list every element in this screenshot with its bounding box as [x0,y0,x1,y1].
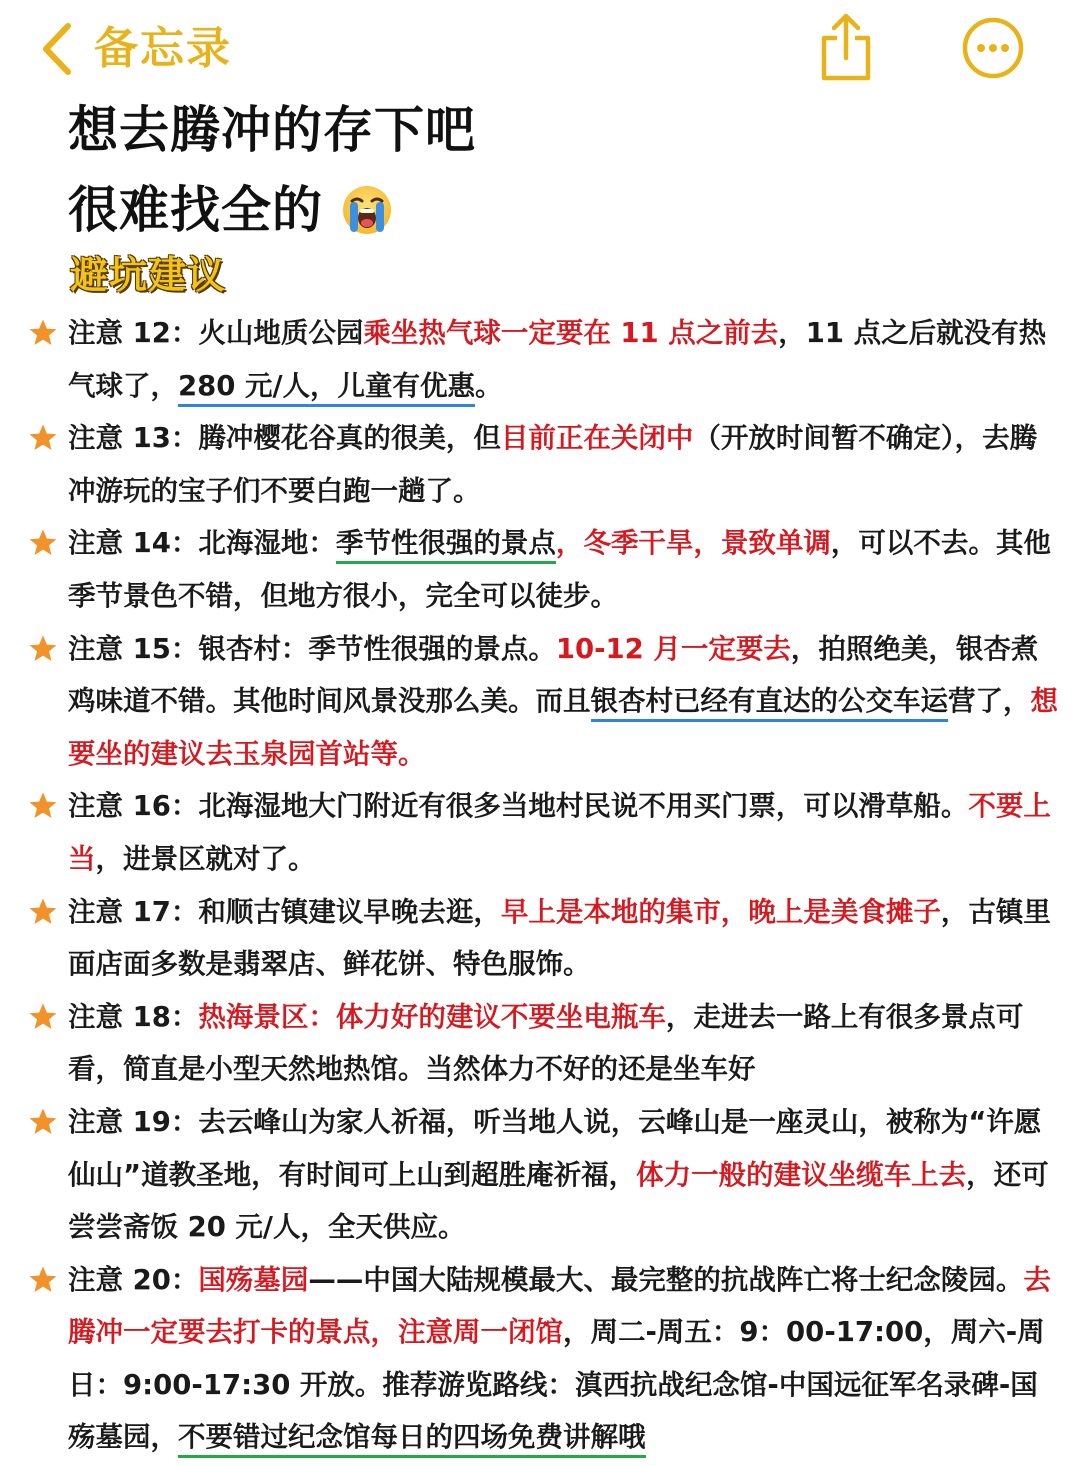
tip-text-part: ——中国大陆规模最大、最完整的抗战阵亡将士纪念陵园。 [308,1263,1024,1296]
star-icon [28,791,58,821]
note-title-line-2 [68,180,393,240]
tip-highlight: 去腾冲一定要去打卡的景点，注意周一闭馆 [68,1263,1051,1349]
tip-highlight: 目前正在关闭中 [500,422,694,455]
tip-text-part: 注意 14：北海湿地： [68,527,336,560]
list-item [28,886,1058,991]
tips-list [28,307,1058,1464]
list-item [28,780,1058,885]
tip-text-part: （开放时间暂不确定），去腾冲游玩的宝子们不要白跑一趟了。 [68,422,1038,507]
note-title-line-1: 想去腾冲的存下吧 [68,101,476,159]
list-item [28,1254,1058,1464]
tip-highlight: 热海景区：体力好的建议不要坐电瓶车 [198,1000,666,1033]
tip-underline: 280 元/人，儿童有优惠 [178,370,475,407]
tip-text-part: 注意 13：腾冲樱花谷真的很美，但 [68,422,501,455]
tip-text-part: 营了， [948,685,1031,718]
chevron-left-icon [38,22,74,76]
tip-text [68,1254,1058,1464]
tip-text [68,1096,1058,1254]
tip-text-part: 注意 18： [68,1000,199,1033]
star-icon [28,528,58,558]
tip-text-part: ，拍照绝美，银杏煮鸡味道不错。其他时间风景没那么美。而且 [68,632,1039,718]
star-icon [28,318,58,348]
tip-highlight: 国殇墓园 [198,1263,309,1296]
tip-text-part: ，可以不去。其他季节景色不错，但地方很小，完全可以徒步。 [68,527,1051,612]
tip-underline: 银杏村已经有直达的公交车运 [591,685,949,722]
tip-text-part: 注意 19：去云峰山为家人祈福，听当地人说，云峰山是一座灵山，被称为“许愿仙山”道教圣地，有时间可上山到超胜庵祈福， [68,1105,1042,1191]
tip-highlight: 不要上当 [68,790,1051,875]
section-heading: 避坑建议 [70,253,227,297]
share-icon [818,12,874,82]
list-item [28,623,1058,781]
share-button[interactable] [818,12,874,82]
tip-text-part: ，古镇里面店面多数是翡翠店、鲜花饼、特色服饰。 [68,895,1051,981]
tip-text-part: ，周二-周五：9：00-17:00，周六-周日：9:00-17:30 开放。推荐游览路线：滇西抗战纪念馆-中国远征军名录碑-国殇墓园， [68,1316,1045,1454]
tip-highlight: 乘坐热气球一定要在 11 点之前去 [363,317,779,349]
star-icon [28,634,58,664]
star-icon [28,1002,58,1032]
tip-text [68,412,1058,517]
tip-text-part: 注意 17：和顺古镇建议早晚去逛， [68,895,501,928]
back-button[interactable] [38,22,232,76]
more-button[interactable] [962,17,1024,79]
tip-highlight: 10-12 月一定要去 [555,632,791,665]
nav-bar [0,0,1080,100]
tip-text-part: ，进景区就对了。 [95,842,316,875]
tip-text [68,517,1058,622]
tip-underline: 季节性很强的景点 [336,527,556,564]
tip-underline: 不要错过纪念馆每日的四场免费讲解哦 [178,1421,646,1458]
star-icon [28,1107,58,1137]
star-icon [28,423,58,453]
tip-highlight: 早上是本地的集市，晚上是美食摊子 [500,895,941,928]
star-icon [28,1265,58,1295]
list-item [28,1096,1058,1254]
tip-text-part: 注意 12：火山地质公园 [68,317,364,349]
tip-highlight: 体力一般的建议坐缆车上去 [636,1158,967,1191]
list-item [28,412,1058,517]
tip-highlight: ，冬季干旱，景致单调 [555,527,831,560]
tip-text [68,780,1058,885]
list-item [28,517,1058,622]
star-icon [28,897,58,927]
tip-text [68,623,1058,781]
tip-text-part: 注意 20： [68,1263,199,1296]
list-item [28,991,1058,1096]
tip-highlight: 想要坐的建议去玉泉园首站等。 [68,685,1058,770]
crying-face-emoji-icon [341,184,393,236]
tip-text-part: ，走进去一路上有很多景点可看，简直是小型天然地热馆。当然体力不好的还是坐车好 [68,1000,1024,1086]
tip-text-part: ，还可尝尝斋饭 20 元/人，全天供应。 [68,1158,1049,1244]
tip-text-part: 注意 16：北海湿地大门附近有很多当地村民说不用买门票，可以滑草船。 [68,790,969,823]
list-item [28,307,1058,412]
tip-text [68,886,1058,991]
note-title-line-2-text: 很难找全的 [68,181,323,239]
back-label: 备忘录 [94,23,232,74]
tip-text [68,991,1058,1096]
more-options-icon [962,17,1024,79]
tip-text-part: ，11 点之后就没有热气球了， [68,317,1047,402]
tip-text [68,307,1058,412]
tip-text-part: 。 [475,369,503,402]
tip-text-part: 注意 15：银杏村：季节性很强的景点。 [68,632,556,665]
